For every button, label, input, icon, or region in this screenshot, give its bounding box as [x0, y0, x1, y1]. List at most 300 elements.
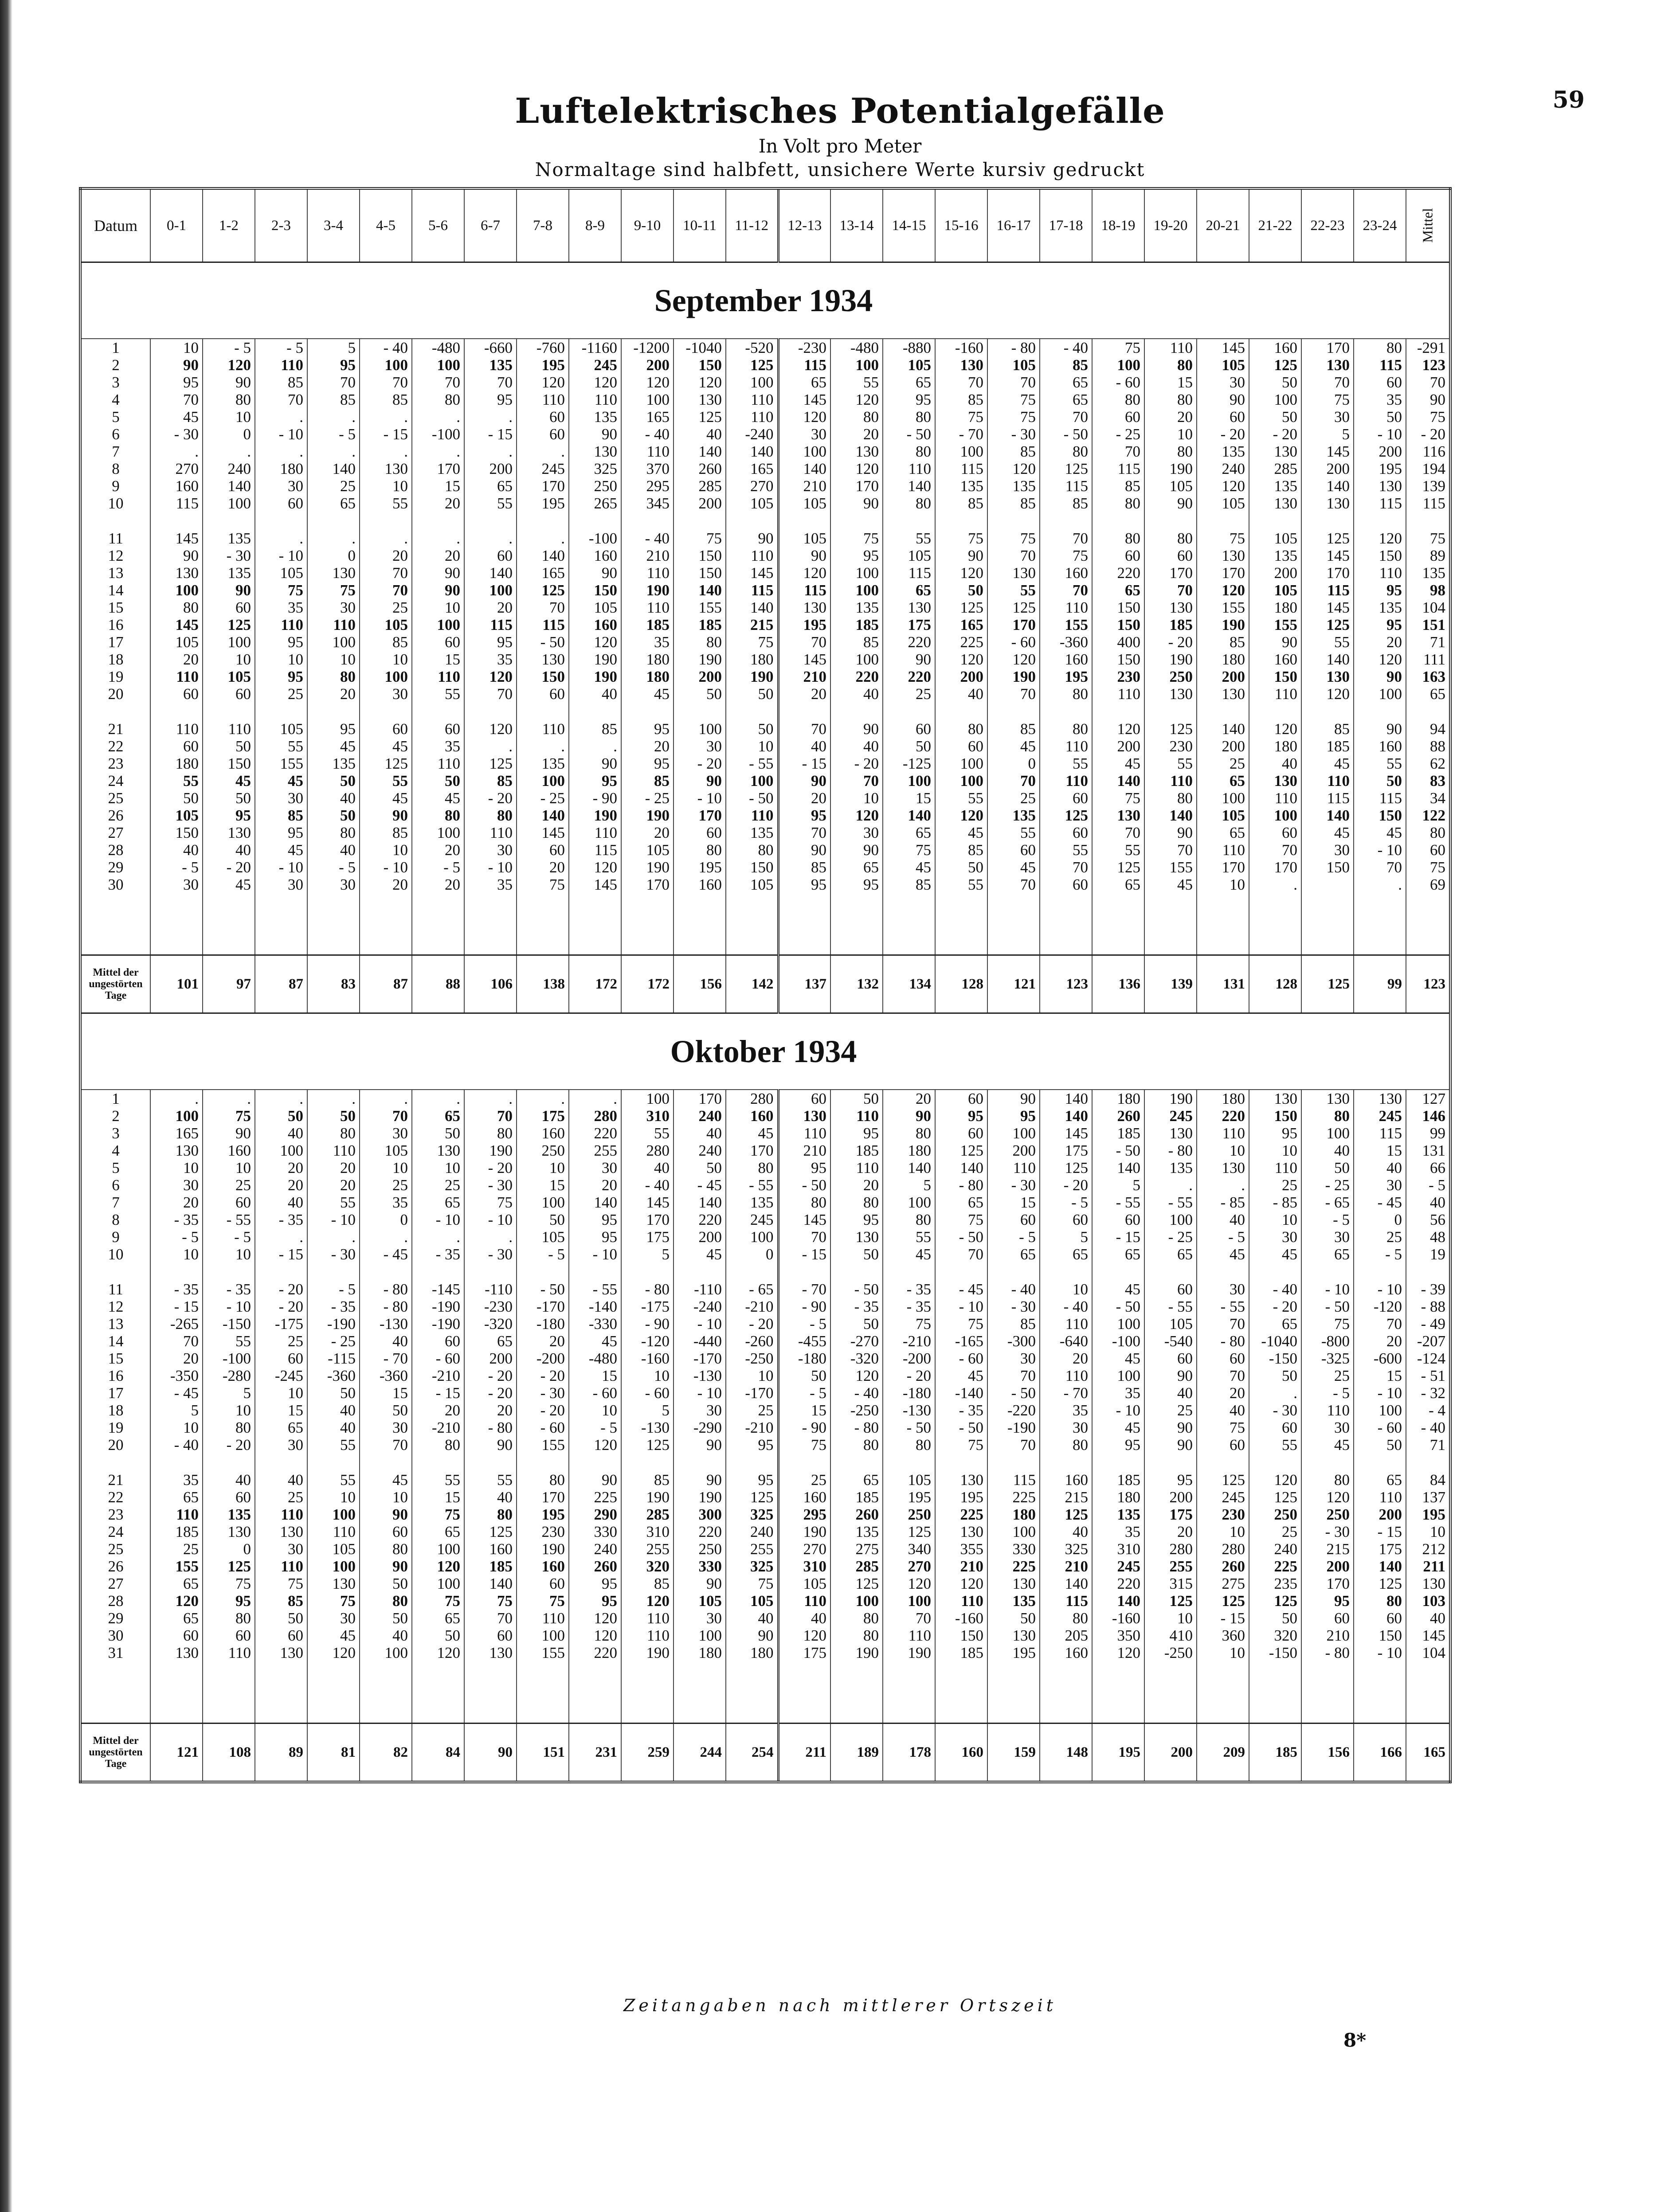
hourly-value-cell: 175 — [621, 1228, 674, 1246]
hourly-value-cell: 120 — [569, 633, 621, 651]
spacer-cell — [80, 512, 150, 530]
hourly-value-cell: -150 — [1249, 1350, 1301, 1367]
hourly-value-cell: 20 — [255, 1176, 307, 1194]
spacer-cell — [307, 1661, 360, 1723]
daily-mean-cell: 127 — [1406, 1090, 1450, 1107]
hourly-value-cell: 280 — [726, 1090, 778, 1107]
mean-value-cell: 165 — [1406, 1723, 1450, 1782]
hourly-value-cell: -115 — [307, 1350, 360, 1367]
hourly-value-cell: 190 — [569, 651, 621, 668]
table-row — [80, 564, 1450, 582]
hourly-value-cell: 30 — [464, 841, 517, 859]
hourly-value-cell: 240 — [674, 1142, 726, 1159]
hourly-value-cell: 120 — [569, 1627, 621, 1644]
day-cell: 10 — [108, 495, 124, 512]
hourly-value-cell: 140 — [674, 582, 726, 599]
hourly-value-cell: 355 — [935, 1540, 987, 1558]
hourly-value-cell: 70 — [778, 824, 830, 841]
hourly-value-cell: 40 — [150, 841, 203, 859]
hourly-value-cell: 200 — [464, 460, 517, 477]
hourly-value-cell: -150 — [203, 1315, 255, 1333]
hourly-value-cell: 150 — [726, 859, 778, 876]
hourly-value-cell: 90 — [1354, 668, 1406, 685]
hourly-value-cell: 90 — [569, 755, 621, 772]
spacer-cell — [726, 1661, 778, 1723]
hourly-value-cell: 85 — [464, 772, 517, 789]
header-hour: 11-12 — [726, 188, 778, 262]
table-row — [80, 1575, 1450, 1592]
spacer-cell — [307, 512, 360, 530]
hourly-value-cell: 75 — [517, 1592, 569, 1610]
hourly-value-cell: 30 — [830, 824, 883, 841]
daily-mean-cell: 84 — [1406, 1471, 1450, 1489]
hourly-value-cell: 90 — [674, 1471, 726, 1489]
hourly-value-cell: -260 — [726, 1333, 778, 1350]
hourly-value-cell: 120 — [778, 408, 830, 426]
mean-value-cell: 125 — [1301, 955, 1354, 1013]
hourly-value-cell: - 20 — [1249, 1298, 1301, 1315]
hourly-value-cell: 50 — [1301, 1159, 1354, 1176]
daily-mean-cell: 48 — [1406, 1228, 1450, 1246]
mean-row — [80, 1723, 1450, 1782]
hourly-value-cell: 140 — [517, 547, 569, 564]
hourly-value-cell: 50 — [360, 1575, 412, 1592]
hourly-value-cell: 30 — [674, 738, 726, 755]
hourly-value-cell: 15 — [987, 1194, 1040, 1211]
hourly-value-cell: 270 — [726, 477, 778, 495]
spacer-cell — [360, 1661, 412, 1723]
hourly-value-cell: - 25 — [1092, 426, 1144, 443]
hourly-value-cell: 200 — [987, 1142, 1040, 1159]
table-row — [80, 599, 1450, 616]
hourly-value-cell: - 50 — [1301, 1298, 1354, 1315]
hourly-value-cell: 220 — [883, 633, 935, 651]
hourly-value-cell: 110 — [517, 720, 569, 738]
hourly-value-cell: 195 — [1354, 460, 1406, 477]
hourly-value-cell: 60 — [360, 720, 412, 738]
hourly-value-cell: 110 — [412, 668, 464, 685]
hourly-value-cell: 20 — [883, 1090, 935, 1107]
hourly-value-cell: - 35 — [935, 1402, 987, 1419]
spacer-cell — [883, 703, 935, 720]
hourly-value-cell: 185 — [1144, 616, 1197, 633]
spacer-cell — [80, 893, 150, 955]
hourly-value-cell: 60 — [517, 1575, 569, 1592]
hourly-value-cell: 40 — [1301, 1142, 1354, 1159]
hourly-value-cell: 330 — [674, 1558, 726, 1575]
daily-mean-cell: 89 — [1406, 547, 1450, 564]
daily-mean-cell: 98 — [1406, 582, 1450, 599]
hourly-value-cell: 130 — [1197, 1159, 1249, 1176]
spacer-cell — [255, 1263, 307, 1281]
hourly-value-cell: - 20 — [1249, 426, 1301, 443]
hourly-value-cell: -240 — [674, 1298, 726, 1315]
daily-mean-cell: 194 — [1406, 460, 1450, 477]
hourly-value-cell: 170 — [1301, 564, 1354, 582]
hourly-value-cell: -180 — [517, 1315, 569, 1333]
hourly-value-cell: 70 — [464, 1610, 517, 1627]
hourly-value-cell: 20 — [360, 547, 412, 564]
hourly-value-cell: -190 — [412, 1315, 464, 1333]
spacer-cell — [987, 893, 1040, 955]
hourly-value-cell: . — [517, 738, 569, 755]
hourly-value-cell: 25 — [1249, 1523, 1301, 1540]
hourly-value-cell: -130 — [674, 1367, 726, 1384]
hourly-value-cell: 140 — [778, 460, 830, 477]
hourly-value-cell: 55 — [255, 738, 307, 755]
hourly-value-cell: 120 — [935, 651, 987, 668]
hourly-value-cell: 30 — [1301, 841, 1354, 859]
hourly-value-cell: - 5 — [1301, 1384, 1354, 1402]
table-row — [80, 616, 1450, 633]
hourly-value-cell: 170 — [517, 477, 569, 495]
hourly-value-cell: 145 — [1301, 599, 1354, 616]
hourly-value-cell: 90 — [726, 530, 778, 547]
hourly-value-cell: 200 — [1354, 443, 1406, 460]
day-cell: 17 — [108, 633, 124, 651]
hourly-value-cell: - 40 — [621, 426, 674, 443]
hourly-value-cell: -325 — [1301, 1350, 1354, 1367]
hourly-value-cell: - 40 — [621, 1176, 674, 1194]
hourly-value-cell: 240 — [1197, 460, 1249, 477]
hourly-value-cell: 85 — [987, 720, 1040, 738]
daily-mean-cell: 123 — [1406, 356, 1450, 374]
hourly-value-cell: -100 — [203, 1350, 255, 1367]
day-cell: 29 — [108, 859, 124, 876]
hourly-value-cell: 140 — [569, 1194, 621, 1211]
mean-value-cell: 172 — [569, 955, 621, 1013]
hourly-value-cell: - 50 — [517, 633, 569, 651]
hourly-value-cell: 70 — [1144, 582, 1197, 599]
hourly-value-cell: - 55 — [569, 1281, 621, 1298]
hourly-value-cell: 60 — [150, 685, 203, 703]
hourly-value-cell: 75 — [726, 633, 778, 651]
hourly-value-cell: 130 — [830, 443, 883, 460]
hourly-value-cell: 60 — [1040, 876, 1092, 893]
hourly-value-cell: 315 — [1144, 1575, 1197, 1592]
hourly-value-cell: 20 — [1040, 1350, 1092, 1367]
spacer-cell — [569, 1263, 621, 1281]
spacer-cell — [1354, 1263, 1406, 1281]
mean-value-cell: 142 — [726, 955, 778, 1013]
header-hour: 18-19 — [1092, 188, 1144, 262]
day-cell: 20 — [108, 685, 124, 703]
hourly-value-cell: 100 — [150, 1107, 203, 1125]
section-title-row — [80, 262, 1450, 339]
hourly-value-cell: 120 — [1354, 651, 1406, 668]
hourly-value-cell: 110 — [412, 755, 464, 772]
hourly-value-cell: 115 — [517, 616, 569, 633]
hourly-value-cell: 50 — [830, 1246, 883, 1263]
hourly-value-cell: 185 — [830, 1489, 883, 1506]
hourly-value-cell: 90 — [935, 547, 987, 564]
hourly-value-cell: - 50 — [1092, 1142, 1144, 1159]
hourly-value-cell: 55 — [1354, 755, 1406, 772]
hourly-value-cell: - 25 — [517, 789, 569, 807]
hourly-value-cell: - 45 — [150, 1384, 203, 1402]
hourly-value-cell: 45 — [307, 738, 360, 755]
hourly-value-cell: 125 — [1197, 1592, 1249, 1610]
hourly-value-cell: 225 — [935, 1506, 987, 1523]
hourly-value-cell: 100 — [935, 443, 987, 460]
hourly-value-cell: 55 — [307, 1436, 360, 1454]
hourly-value-cell: 50 — [1249, 1367, 1301, 1384]
hourly-value-cell: 75 — [203, 1107, 255, 1125]
daily-mean-cell: 116 — [1406, 443, 1450, 460]
hourly-value-cell: -210 — [412, 1419, 464, 1436]
day-cell: 11 — [108, 1281, 123, 1298]
hourly-value-cell: 190 — [726, 668, 778, 685]
hourly-value-cell: 215 — [1301, 1540, 1354, 1558]
hourly-value-cell: 110 — [778, 1125, 830, 1142]
hourly-value-cell: 125 — [1301, 530, 1354, 547]
hourly-value-cell: - 45 — [360, 1246, 412, 1263]
hourly-value-cell: 40 — [360, 1627, 412, 1644]
hourly-value-cell: -200 — [883, 1350, 935, 1367]
hourly-value-cell: 75 — [307, 1592, 360, 1610]
hourly-value-cell: 120 — [883, 1575, 935, 1592]
spacer-cell — [80, 1661, 150, 1723]
hourly-value-cell: - 35 — [150, 1211, 203, 1228]
hourly-value-cell: 85 — [830, 633, 883, 651]
hourly-value-cell: - 90 — [778, 1298, 830, 1315]
table-row — [80, 408, 1450, 426]
hourly-value-cell: 155 — [1197, 599, 1249, 616]
spacer-cell — [1040, 512, 1092, 530]
day-cell: 5 — [112, 1159, 120, 1176]
hourly-value-cell: 30 — [307, 599, 360, 616]
hourly-value-cell: 190 — [1144, 651, 1197, 668]
header-hour: 0-1 — [150, 188, 203, 262]
hourly-value-cell: - 25 — [621, 789, 674, 807]
hourly-value-cell: . — [1354, 876, 1406, 893]
hourly-value-cell: 25 — [1301, 1367, 1354, 1384]
hourly-value-cell: 95 — [1354, 582, 1406, 599]
hourly-value-cell: - 20 — [726, 1315, 778, 1333]
hourly-value-cell: 115 — [1301, 789, 1354, 807]
hourly-value-cell: 90 — [1144, 495, 1197, 512]
hourly-value-cell: 65 — [1092, 876, 1144, 893]
hourly-value-cell: 80 — [1144, 443, 1197, 460]
hourly-value-cell: 90 — [830, 720, 883, 738]
hourly-value-cell: 100 — [1354, 1402, 1406, 1419]
spacer-cell — [203, 1661, 255, 1723]
hourly-value-cell: 105 — [255, 564, 307, 582]
mean-value-cell: 87 — [255, 955, 307, 1013]
page-subtitle: In Volt pro Meter — [758, 135, 922, 157]
spacer-cell — [1197, 1263, 1249, 1281]
spacer-cell — [935, 1454, 987, 1471]
hourly-value-cell: 45 — [255, 772, 307, 789]
hourly-value-cell: 125 — [1092, 859, 1144, 876]
spacer-cell — [830, 703, 883, 720]
table-row — [80, 1540, 1450, 1558]
mean-value-cell: 195 — [1092, 1723, 1144, 1782]
hourly-value-cell: 135 — [203, 530, 255, 547]
table-row — [80, 1090, 1450, 1107]
hourly-value-cell: 30 — [360, 685, 412, 703]
hourly-value-cell: 245 — [1354, 1107, 1406, 1125]
hourly-value-cell: 145 — [778, 1211, 830, 1228]
hourly-value-cell: 180 — [1197, 1090, 1249, 1107]
hourly-value-cell: 115 — [883, 564, 935, 582]
hourly-value-cell: 45 — [1354, 824, 1406, 841]
hourly-value-cell: 70 — [778, 720, 830, 738]
daily-mean-cell: 65 — [1406, 685, 1450, 703]
hourly-value-cell: 20 — [150, 651, 203, 668]
hourly-value-cell: 150 — [1301, 859, 1354, 876]
hourly-value-cell: 30 — [1301, 1228, 1354, 1246]
hourly-value-cell: 95 — [569, 1575, 621, 1592]
hourly-value-cell: 55 — [883, 1228, 935, 1246]
table-row — [80, 738, 1450, 755]
hourly-value-cell: 45 — [203, 772, 255, 789]
hourly-value-cell: - 15 — [360, 426, 412, 443]
hourly-value-cell: -210 — [726, 1298, 778, 1315]
hourly-value-cell: 115 — [1301, 582, 1354, 599]
hourly-value-cell: 170 — [1197, 859, 1249, 876]
hourly-value-cell: 145 — [1301, 547, 1354, 564]
hourly-value-cell: 130 — [255, 1523, 307, 1540]
table-row — [80, 1489, 1450, 1506]
hourly-value-cell: - 55 — [1197, 1298, 1249, 1315]
group-spacer-row — [80, 512, 1450, 530]
hourly-value-cell: - 25 — [1144, 1228, 1197, 1246]
hourly-value-cell: 170 — [1249, 859, 1301, 876]
hourly-value-cell: 30 — [307, 1610, 360, 1627]
hourly-value-cell: 70 — [150, 1333, 203, 1350]
day-cell: 16 — [108, 1367, 124, 1384]
spacer-cell — [1144, 512, 1197, 530]
hourly-value-cell: 30 — [255, 477, 307, 495]
hourly-value-cell: 55 — [935, 789, 987, 807]
day-cell: 21 — [108, 720, 124, 738]
spacer-cell — [674, 512, 726, 530]
hourly-value-cell: 10 — [1144, 426, 1197, 443]
hourly-value-cell: 110 — [1040, 738, 1092, 755]
hourly-value-cell: 90 — [203, 582, 255, 599]
hourly-value-cell: 45 — [360, 738, 412, 755]
day-cell: 24 — [108, 1523, 124, 1540]
mean-value-cell: 156 — [1301, 1723, 1354, 1782]
spacer-cell — [1406, 893, 1450, 955]
hourly-value-cell: 95 — [464, 391, 517, 408]
hourly-value-cell: 150 — [935, 1627, 987, 1644]
hourly-value-cell: 95 — [830, 1125, 883, 1142]
table-row — [80, 1523, 1450, 1540]
table-row — [80, 1419, 1450, 1436]
hourly-value-cell: - 55 — [1092, 1194, 1144, 1211]
hourly-value-cell: 195 — [883, 1489, 935, 1506]
hourly-value-cell: 130 — [1249, 443, 1301, 460]
hourly-value-cell: 25 — [150, 1540, 203, 1558]
hourly-value-cell: 120 — [517, 374, 569, 391]
day-cell: 8 — [112, 460, 120, 477]
hourly-value-cell: 0 — [987, 755, 1040, 772]
hourly-value-cell: 105 — [569, 599, 621, 616]
hourly-value-cell: 0 — [726, 1246, 778, 1263]
hourly-value-cell: 10 — [1197, 1523, 1249, 1540]
hourly-value-cell: 100 — [830, 1592, 883, 1610]
hourly-value-cell: 65 — [412, 1107, 464, 1125]
hourly-value-cell: 0 — [360, 1211, 412, 1228]
hourly-value-cell: 310 — [621, 1107, 674, 1125]
spacer-cell — [464, 703, 517, 720]
hourly-value-cell: 225 — [935, 633, 987, 651]
spacer-cell — [1249, 703, 1301, 720]
hourly-value-cell: 110 — [621, 1627, 674, 1644]
hourly-value-cell: 10 — [360, 1159, 412, 1176]
hourly-value-cell: -800 — [1301, 1333, 1354, 1350]
hourly-value-cell: -145 — [412, 1281, 464, 1298]
day-cell: 10 — [108, 1246, 124, 1263]
hourly-value-cell: 55 — [412, 1471, 464, 1489]
hourly-value-cell: 140 — [726, 443, 778, 460]
hourly-value-cell: 130 — [150, 1142, 203, 1159]
hourly-value-cell: 10 — [307, 651, 360, 668]
header-hour: 3-4 — [307, 188, 360, 262]
hourly-value-cell: 60 — [203, 1489, 255, 1506]
hourly-value-cell: 60 — [255, 495, 307, 512]
hourly-value-cell: 20 — [412, 547, 464, 564]
hourly-value-cell: 15 — [412, 1489, 464, 1506]
hourly-value-cell: 5 — [203, 1384, 255, 1402]
daily-mean-cell: 111 — [1406, 651, 1450, 668]
hourly-value-cell: - 60 — [1092, 374, 1144, 391]
hourly-value-cell: -125 — [883, 755, 935, 772]
hourly-value-cell: 270 — [883, 1558, 935, 1575]
hourly-value-cell: -360 — [307, 1367, 360, 1384]
header-hour: 4-5 — [360, 188, 412, 262]
hourly-value-cell: 180 — [726, 651, 778, 668]
hourly-value-cell: 105 — [778, 1575, 830, 1592]
hourly-value-cell: 80 — [726, 1159, 778, 1176]
hourly-value-cell: 180 — [987, 1506, 1040, 1523]
daily-mean-cell: -207 — [1406, 1333, 1450, 1350]
hourly-value-cell: 90 — [1144, 1419, 1197, 1436]
hourly-value-cell: 65 — [1144, 1246, 1197, 1263]
hourly-value-cell: 285 — [674, 477, 726, 495]
hourly-value-cell: - 25 — [1301, 1176, 1354, 1194]
spacer-cell — [1301, 1661, 1354, 1723]
hourly-value-cell: 110 — [1301, 772, 1354, 789]
hourly-value-cell: - 90 — [569, 789, 621, 807]
hourly-value-cell: 240 — [203, 460, 255, 477]
daily-mean-cell: 40 — [1406, 1194, 1450, 1211]
hourly-value-cell: 110 — [1249, 685, 1301, 703]
hourly-value-cell: -100 — [569, 530, 621, 547]
hourly-value-cell: -130 — [621, 1419, 674, 1436]
hourly-value-cell: 185 — [1092, 1125, 1144, 1142]
hourly-value-cell: -600 — [1354, 1350, 1406, 1367]
day-cell: 27 — [108, 824, 124, 841]
hourly-value-cell: 35 — [360, 1194, 412, 1211]
hourly-value-cell: 60 — [203, 599, 255, 616]
hourly-value-cell: 175 — [517, 1107, 569, 1125]
hourly-value-cell: 25 — [1249, 1176, 1301, 1194]
hourly-value-cell: 15 — [1144, 374, 1197, 391]
mean-value-cell: 123 — [1406, 955, 1450, 1013]
hourly-value-cell: 60 — [883, 720, 935, 738]
header-hour: 12-13 — [778, 188, 830, 262]
hourly-value-cell: 70 — [1301, 374, 1354, 391]
potential-gradient-table — [79, 187, 1452, 1783]
hourly-value-cell: 30 — [1197, 1281, 1249, 1298]
hourly-value-cell: 105 — [883, 547, 935, 564]
hourly-value-cell: 220 — [569, 1644, 621, 1661]
hourly-value-cell: 95 — [778, 807, 830, 824]
hourly-value-cell: - 10 — [255, 426, 307, 443]
